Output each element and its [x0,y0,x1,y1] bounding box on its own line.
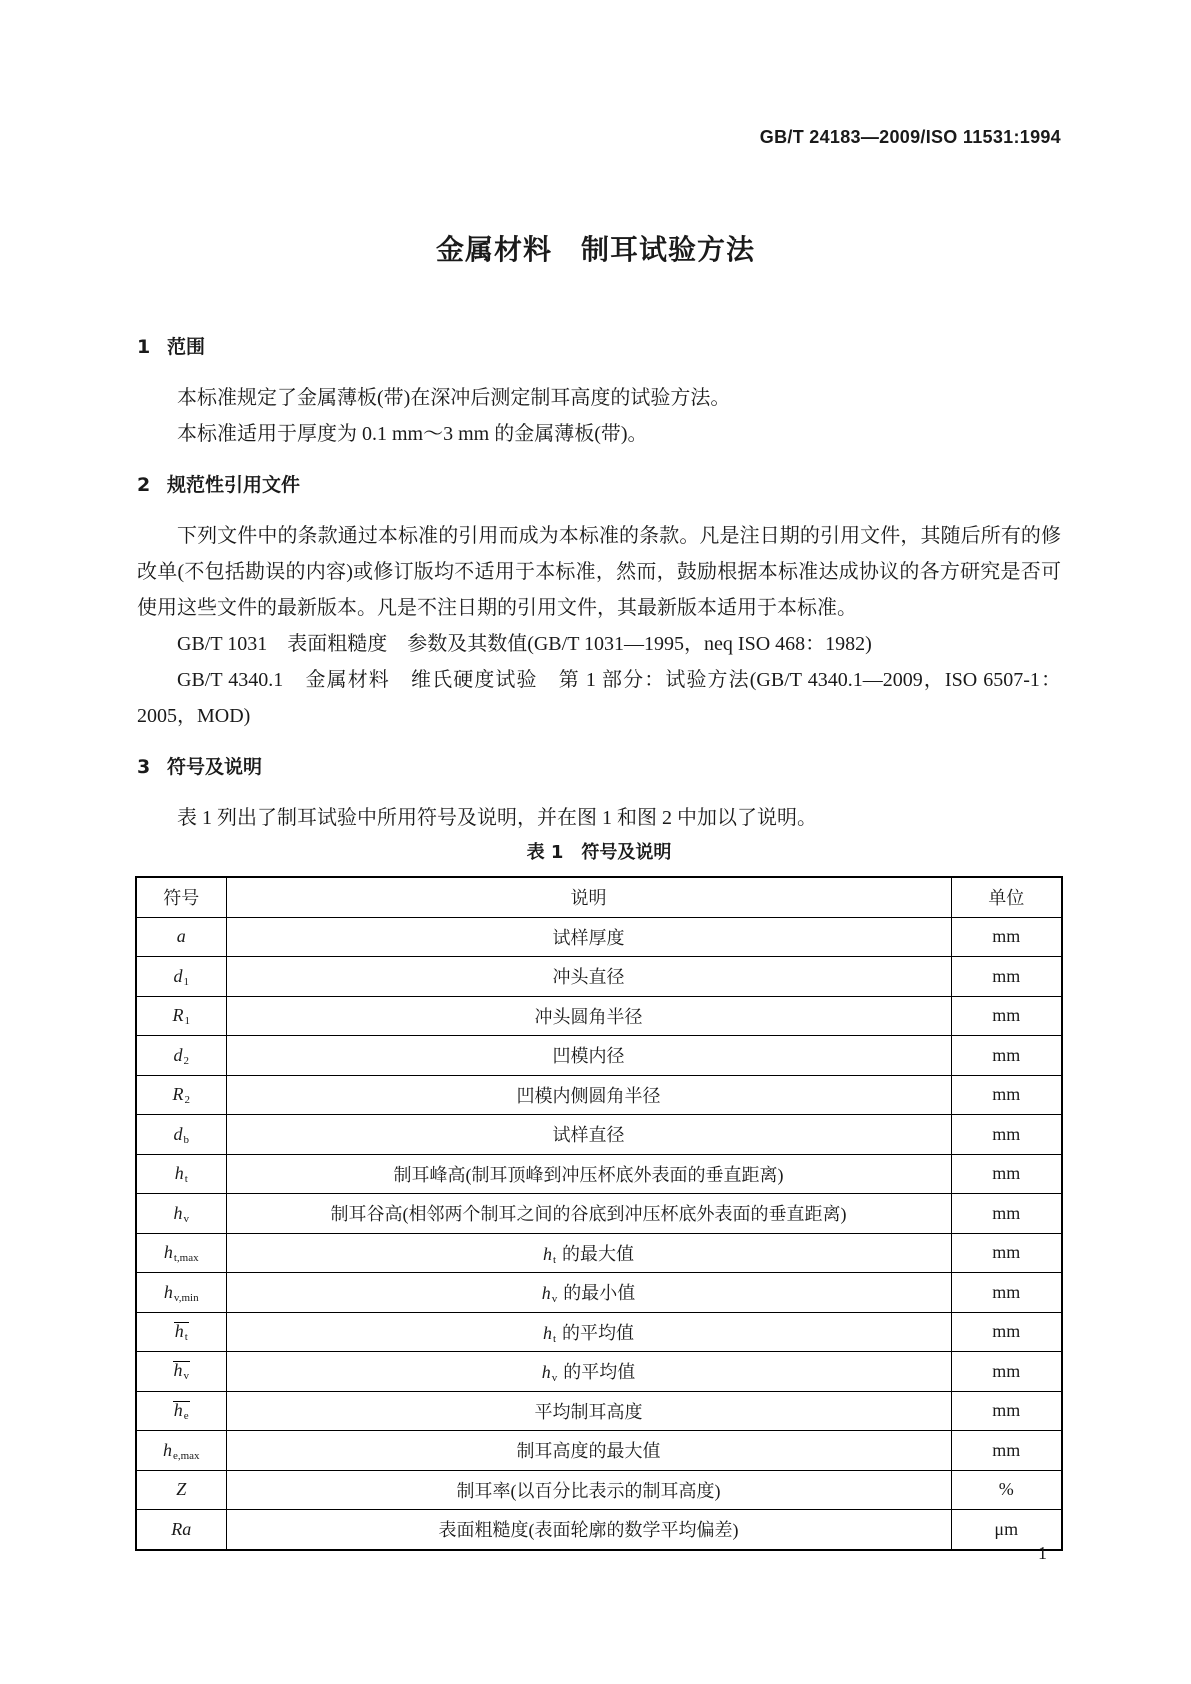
description-text: 制耳率(以百分比表示的制耳高度) [456,1480,721,1501]
unit-text: mm [992,1084,1021,1105]
unit-cell [951,996,1062,1036]
symbol [174,1203,190,1224]
table-row [136,1075,1062,1115]
symbol [173,1005,191,1026]
mean-symbol [173,1361,191,1382]
symbol-base: h [541,1283,551,1304]
unit-text: mm [992,1400,1021,1421]
symbol-subscript: v [551,1372,558,1385]
symbol-subscript: t [184,1330,188,1343]
unit-cell [951,1312,1062,1352]
symbol-cell [136,1352,226,1392]
symbol [177,926,186,947]
symbol-base: h [542,1243,552,1264]
description-text: 试样直径 [552,1125,625,1146]
reference-entry: GB/T 4340.1 金属材料 维氏硬度试验 第 1 部分：试验方法(GB/T 4340.1—2009，ISO 6507-1：2005，MOD) [137,669,1061,727]
table-caption: 表 1 符号及说明 [526,842,672,863]
unit-cell [951,1194,1062,1234]
symbol-subscript: t [552,1332,557,1345]
symbol [175,1163,188,1184]
description-text: 的最大值 [562,1243,635,1264]
symbol-base: h [173,1399,183,1420]
description-cell [226,957,951,997]
symbol-cell [136,1036,226,1076]
mean-symbol [173,1401,190,1422]
unit-text: mm [992,1005,1021,1026]
unit-cell [951,1391,1062,1431]
description-cell [226,1194,951,1234]
header-symbol: 符号 [136,877,226,917]
description-text: 试样厚度 [552,927,625,948]
page-number: 1 [1038,1543,1047,1563]
symbol-base: h [163,1281,173,1302]
table-row [136,1391,1062,1431]
description-text: 凹模内径 [552,1046,625,1067]
unit-text: mm [992,1044,1021,1065]
section-number: 2 [137,474,151,496]
description-cell [226,996,951,1036]
unit-text: mm [992,1321,1021,1342]
unit-text: μm [994,1518,1019,1539]
description-cell [226,1273,951,1313]
symbol-cell [136,1312,226,1352]
symbol-cell [136,1233,226,1273]
description-cell [226,1470,951,1510]
standard-number: GB/T 24183—2009/ISO 11531:1994 [759,127,1061,147]
symbol [171,1519,191,1540]
description-cell [226,917,951,957]
unit-text: mm [992,1439,1021,1460]
unit-text: mm [992,1281,1021,1302]
table-row [136,1431,1062,1471]
section-heading-normative-references [137,467,1061,503]
symbol [163,1440,200,1461]
unit-cell [951,1154,1062,1194]
description-text: 平均制耳高度 [534,1401,643,1422]
symbol-cell [136,996,226,1036]
reference-entry: GB/T 1031 表面粗糙度 参数及其数值(GB/T 1031—1995，neq ISO 468：1982) [177,633,872,655]
unit-text: mm [992,1123,1021,1144]
description-text: 冲头直径 [552,967,625,988]
description-text: 制耳峰高(制耳顶峰到冲压杯底外表面的垂直距离) [393,1164,784,1185]
unit-text: mm [992,965,1021,986]
page-title: 金属材料 制耳试验方法 [435,233,755,266]
symbol-base: a [176,926,186,947]
description-cell [226,1431,951,1471]
unit-text: mm [992,926,1021,947]
paragraph: 表 1 列出了制耳试验中所用符号及说明，并在图 1 和图 2 中加以了说明。 [177,807,817,829]
table-header-row [136,877,1062,917]
description-cell [226,1391,951,1431]
symbol-subscript: 1 [184,1015,190,1028]
symbol [174,1124,190,1145]
paragraph: 本标准适用于厚度为 0.1 mm～3 mm 的金属薄板(带)。 [177,423,648,445]
symbol-base: h [163,1242,173,1263]
symbol-subscript: 1 [183,975,189,988]
table-row [136,1352,1062,1392]
description-text: 凹模内侧圆角半径 [516,1085,661,1106]
symbol-subscript: 2 [184,1094,190,1107]
symbol [174,966,190,987]
table-row [136,1470,1062,1510]
symbol [164,1282,199,1303]
symbol-base: h [541,1362,551,1383]
description-text: 的最小值 [563,1283,636,1304]
symbol [173,1084,191,1105]
description-text: 表面粗糙度(表面轮廓的数学平均偏差) [438,1520,739,1541]
unit-cell [951,1036,1062,1076]
header-description: 说明 [226,877,951,917]
unit-cell [951,1431,1062,1471]
symbol [174,1045,190,1066]
description-symbol [542,1283,558,1304]
symbol [164,1242,199,1263]
symbol-cell [136,957,226,997]
symbol-subscript: 2 [183,1054,189,1067]
document-body [137,329,1061,1551]
table-row [136,917,1062,957]
symbol-subscript: v,min [173,1291,199,1304]
symbol-cell [136,1154,226,1194]
description-cell [226,1312,951,1352]
table-row [136,1036,1062,1076]
symbol-cell [136,917,226,957]
section-number: 1 [137,336,151,358]
header-unit: 单位 [951,877,1062,917]
unit-text: mm [992,1163,1021,1184]
symbol-cell [136,1391,226,1431]
unit-cell [951,957,1062,997]
symbol-subscript: v [183,1212,189,1225]
unit-text: % [998,1479,1014,1500]
symbol-base: h [173,1202,183,1223]
description-cell [226,1115,951,1155]
symbol-cell [136,1470,226,1510]
symbol-base: d [173,1123,183,1144]
mean-symbol [174,1322,189,1343]
section-title: 范围 [167,336,206,358]
symbol-base: h [173,1360,183,1381]
unit-cell [951,1470,1062,1510]
description-cell [226,1036,951,1076]
symbol-subscript: t,max [173,1252,199,1265]
symbol-base: h [174,1320,184,1341]
description-symbol [543,1323,556,1344]
symbol-base: R [172,1005,184,1026]
table-row [136,1312,1062,1352]
symbol-base: h [542,1322,552,1343]
symbol-subscript: b [183,1133,189,1146]
symbol-cell [136,1510,226,1550]
symbol-subscript: t [184,1173,188,1186]
symbols-table [135,876,1063,1551]
description-text: 制耳谷高(相邻两个制耳之间的谷底到冲压杯底外表面的垂直距离) [330,1204,847,1225]
symbol-base: h [162,1439,172,1460]
section-heading-symbols [137,749,1061,785]
description-text: 制耳高度的最大值 [516,1441,661,1462]
description-cell [226,1352,951,1392]
table-row [136,1233,1062,1273]
symbol-base: Ra [171,1518,192,1539]
description-cell [226,1154,951,1194]
section-title: 符号及说明 [167,756,263,778]
table-row [136,1115,1062,1155]
table-row [136,1194,1062,1234]
unit-cell [951,1075,1062,1115]
symbol-base: Z [176,1479,187,1500]
paragraph: 本标准规定了金属薄板(带)在深冲后测定制耳高度的试验方法。 [177,387,731,409]
unit-text: mm [992,1242,1021,1263]
symbol-subscript: e [183,1409,189,1422]
description-text: 的平均值 [563,1362,636,1383]
description-cell [226,1510,951,1550]
description-text: 的平均值 [562,1322,635,1343]
unit-cell [951,1352,1062,1392]
table-row [136,957,1062,997]
unit-cell [951,1273,1062,1313]
unit-cell [951,1233,1062,1273]
symbol-subscript: t [552,1253,557,1266]
unit-cell [951,1115,1062,1155]
section-number: 3 [137,756,151,778]
table-row [136,1273,1062,1313]
description-cell [226,1075,951,1115]
description-symbol [542,1362,558,1383]
table-row [136,996,1062,1036]
section-heading-scope [137,329,1061,365]
symbol [176,1479,186,1500]
unit-cell [951,917,1062,957]
symbol-subscript: v [551,1293,558,1306]
symbol-cell [136,1273,226,1313]
table-row [136,1510,1062,1550]
description-cell [226,1233,951,1273]
symbol-subscript: e,max [172,1449,200,1462]
unit-text: mm [992,1360,1021,1381]
symbol-cell [136,1075,226,1115]
symbol-base: d [173,1044,183,1065]
unit-text: mm [992,1202,1021,1223]
description-text: 冲头圆角半径 [534,1006,643,1027]
paragraph: 下列文件中的条款通过本标准的引用而成为本标准的条款。凡是注日期的引用文件，其随后所有的修改单(不包括勘误的内容)或修订版均不适用于本标准，然而，鼓励根据本标准达成协议的各方研究是否可使用这些文件的最新版本。凡是不注日期的引用文件，其最新版本适用于本标准。 [137,525,1061,619]
description-symbol [543,1244,556,1265]
symbol-subscript: v [183,1370,189,1383]
table-row [136,1154,1062,1194]
symbol-base: R [172,1084,184,1105]
symbol-base: h [174,1163,184,1184]
symbol-cell [136,1115,226,1155]
section-title: 规范性引用文件 [167,474,301,496]
symbol-cell [136,1194,226,1234]
symbol-cell [136,1431,226,1471]
symbol-base: d [173,965,183,986]
